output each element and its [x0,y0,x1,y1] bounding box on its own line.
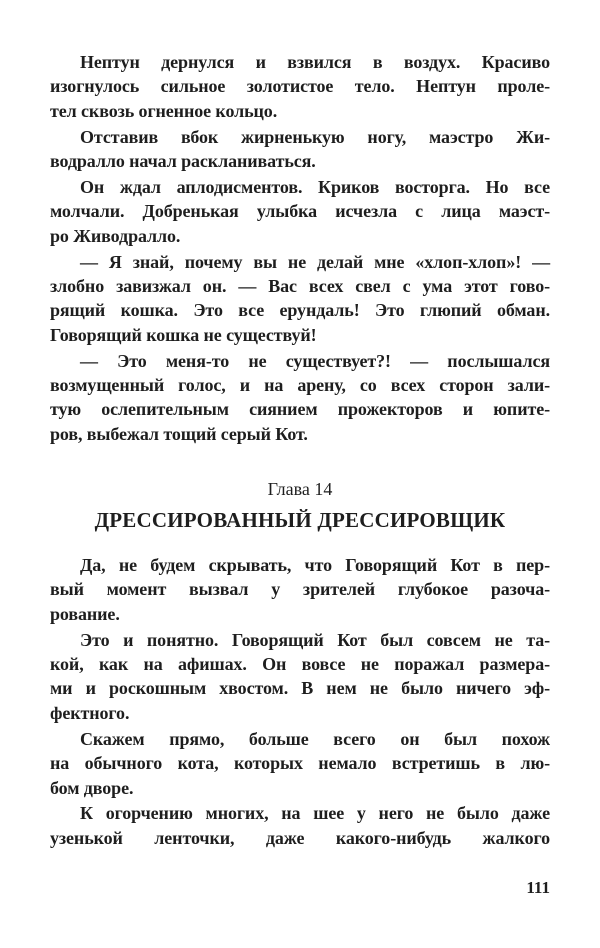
text-line: на обычного кота, которых немало встретишь в лю- [50,753,550,774]
page-number: 111 [526,878,550,897]
text-line: Да, не будем скрывать, что Говорящий Кот в пер- [80,555,550,575]
text-line: вый момент вызвал у зрителей глубокое разоча- [50,579,550,600]
text-line: — Это меня-то не существует?! — послышался [80,350,550,371]
text-line: Говорящий кошка не существуй! [50,324,317,345]
text-line: ро Живодралло. [50,225,181,246]
text-block-top [50,50,550,446]
text-line: — Я знай, почему вы не делай мне «хлоп-хлоп»! — [80,251,550,272]
text-line: Скажем прямо, больше всего он был похож [80,728,550,749]
text-line: Отставив вбок жирненькую ногу, маэстро Жи- [80,126,550,147]
text-line: рящий кошка. Это все ерундаль! Это глюпий обман. [50,300,550,321]
text-line: кой, как на афишах. Он вовсе не поражал размера- [50,654,550,675]
text-line: ров, выбежал тощий серый Кот. [50,423,308,444]
text-line: К огорчению многих, на шее у него не было даже [80,803,550,824]
text-line: тую ослепительным сиянием прожекторов и юпите- [50,399,550,420]
chapter-label: Глава 14 [267,479,333,499]
text-line: Он ждал аплодисментов. Криков восторга. Но все [80,176,550,197]
text-line: водралло начал раскланиваться. [50,151,316,172]
text-line: бом дворе. [50,777,134,798]
chapter-title: ДРЕССИРОВАННЫЙ ДРЕССИРОВЩИК [94,508,506,532]
text-line: возмущенный голос, и на арену, со всех сторон зали- [50,375,550,396]
text-line: узенькой ленточки, даже какого-нибудь жалкого [50,827,550,848]
text-line: Нептун дернулся и взвился в воздух. Красиво [80,52,550,72]
text-line: фектного. [50,702,130,723]
text-line: ми и роскошным хвостом. В нем не было ничего эф- [50,678,550,699]
text-line: изогнулось сильное золотистое тело. Нептун проле- [50,76,550,97]
text-line: молчали. Добренькая улыбка исчезла с лица маэст- [50,201,550,222]
text-line: тел сквозь огненное кольцо. [50,100,278,121]
text-line: рование. [50,603,120,624]
text-line: злобно завизжал он. — Вас всех свел с ума этот гово- [50,276,550,297]
text-line: Это и понятно. Говорящий Кот был совсем не та- [80,629,550,650]
text-block-bottom [50,553,550,850]
